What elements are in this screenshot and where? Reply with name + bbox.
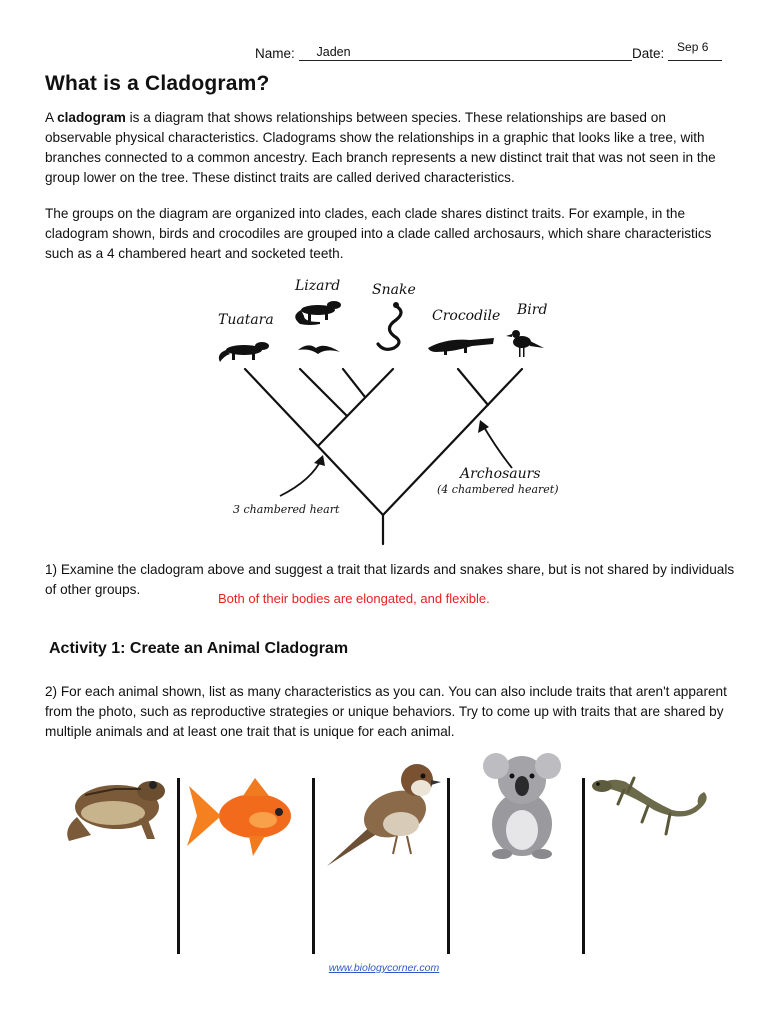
label-heart: 3 chambered heart — [233, 503, 340, 516]
question-2: 2) For each animal shown, list as many characteristics as you can. You can also include traits that aren't apparent from the photo, such as reproductive strategies or unique behaviors. Try to come up with traits that are shared by multiple animals and at least one trait that is unique for each animal. — [45, 684, 727, 739]
label-crocodile: Crocodile — [432, 308, 501, 324]
intro-term: cladogram — [57, 110, 126, 125]
heart-arrowhead — [314, 455, 325, 466]
intro-paragraph — [45, 108, 735, 188]
branch-lizard — [300, 369, 347, 416]
intro-lead: A — [45, 110, 58, 125]
cladogram-diagram — [200, 272, 570, 550]
date-value: Sep 6 — [677, 40, 709, 54]
date-label: Date: — [632, 46, 665, 61]
bird-icon — [506, 330, 544, 357]
name-label: Name: — [255, 46, 295, 61]
answer-1[interactable]: Both of their bodies are elongated, and flexible. — [218, 591, 490, 606]
page-title: What is a Cladogram? — [45, 72, 270, 95]
name-row — [255, 44, 632, 61]
label-tuatara: Tuatara — [218, 312, 274, 328]
name-value: Jaden — [316, 45, 351, 59]
branch-tuatara — [245, 369, 383, 515]
footer-link[interactable]: www.biologycorner.com — [328, 962, 440, 974]
snake-icon — [378, 306, 401, 349]
column-divider-2 — [312, 778, 315, 954]
date-row — [632, 40, 722, 61]
name-field[interactable] — [299, 44, 632, 61]
label-bird: Bird — [517, 302, 548, 318]
branch-squamates — [318, 369, 393, 446]
branch-crocodile — [458, 369, 488, 405]
label-archosaurs-sub: (4 chambered hearet) — [437, 483, 559, 496]
footer — [0, 962, 768, 974]
column-divider-3 — [447, 778, 450, 954]
label-archosaurs: Archosaurs — [460, 466, 541, 482]
tuatara-icon — [219, 342, 269, 362]
cladogram-branches — [245, 369, 522, 544]
label-lizard: Lizard — [295, 278, 341, 294]
sparrow-photo — [325, 758, 445, 870]
column-divider-1 — [177, 778, 180, 954]
crocodile-icon — [428, 338, 494, 355]
column-divider-4 — [582, 778, 585, 954]
archosaur-arrow — [481, 422, 512, 468]
date-field[interactable] — [668, 40, 722, 61]
frog-photo — [55, 755, 175, 855]
branch-snake — [343, 369, 365, 397]
heart-arrow — [280, 458, 322, 496]
goldfish-photo — [183, 772, 308, 862]
activity-heading: Activity 1: Create an Animal Cladogram — [49, 640, 349, 657]
snake-head-icon — [393, 302, 399, 308]
label-snake: Snake — [372, 282, 416, 298]
lizard-icon — [295, 301, 341, 354]
clades-paragraph: The groups on the diagram are organized into clades, each clade shares distinct traits. For example, in the cladogram shown, birds and crocodiles are grouped into a clade called archosaurs, which share characteristics such as a 4 chambered heart and socketed teeth. — [45, 206, 712, 261]
question-1: 1) Examine the cladogram above and suggest a trait that lizards and snakes share, but is not shared by individuals of other groups. — [45, 562, 735, 597]
intro-rest: is a diagram that shows relationships between species. These relationships are based on observable physical characteristics. Cladograms show the relationships in a graphic that looks like a tree, with branches connected to a common ancestry. Each branch represents a new distinct trait that was not seen in the group lower on the tree. These distinct traits are called derived characteristics. — [45, 110, 716, 185]
koala-photo — [472, 744, 572, 862]
lizard-photo — [588, 770, 724, 866]
